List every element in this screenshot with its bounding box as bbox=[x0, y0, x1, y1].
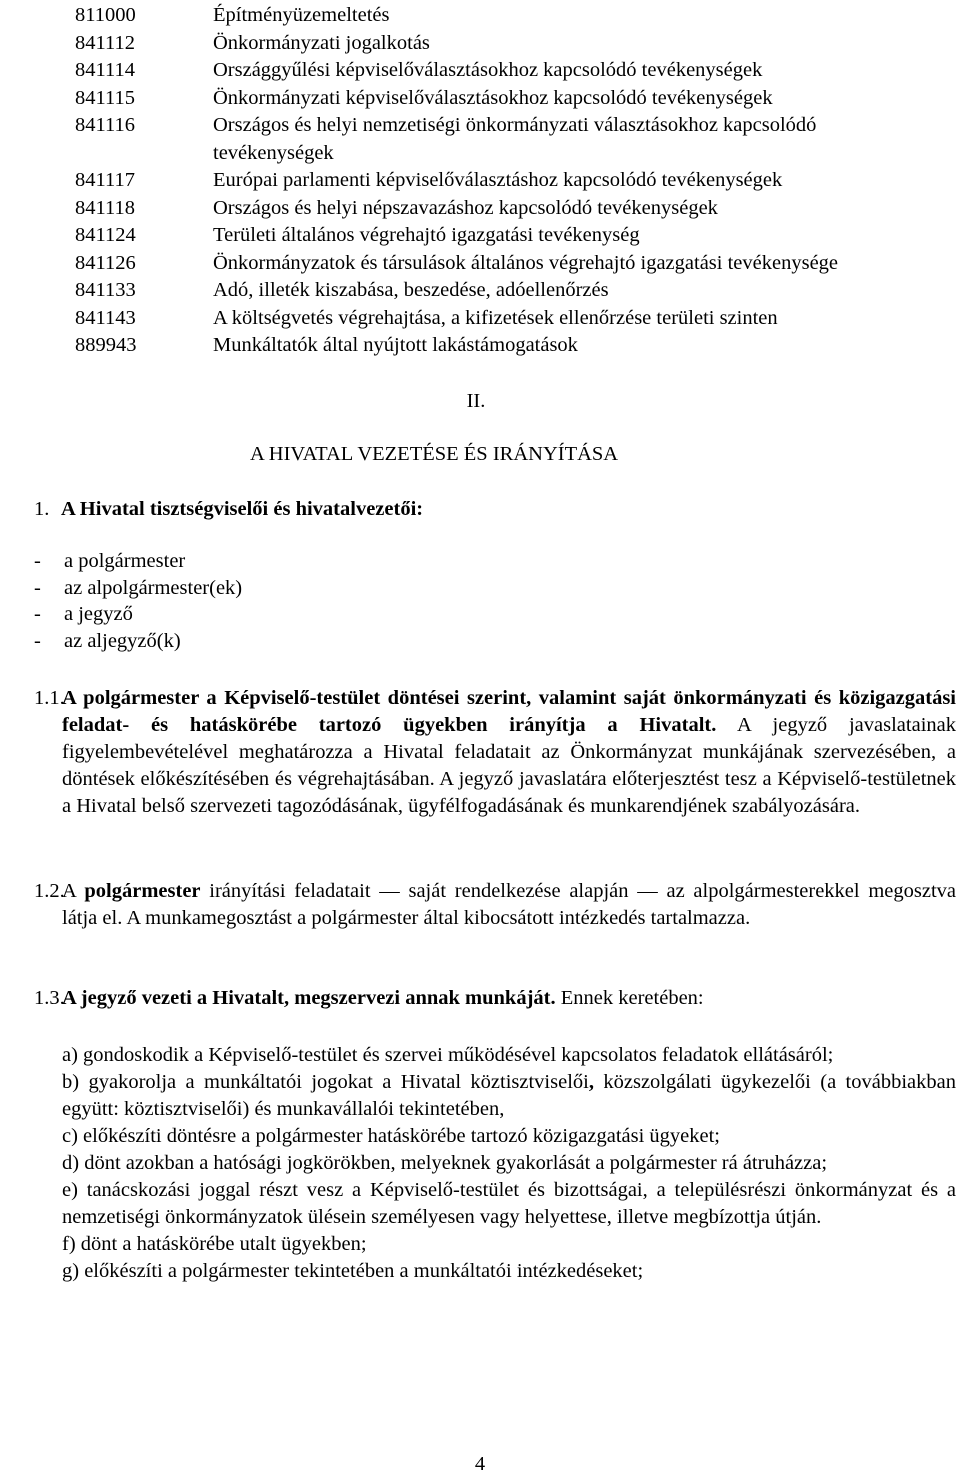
code-row bbox=[75, 332, 945, 360]
paragraph-bold-text: A polgármester a Képviselő-testület döntései szerint, valamint saját önkormányzati és közigazgatási feladat- és hatáskörébe tartozó ügyekben irányítja a Hivatalt. bbox=[62, 687, 956, 736]
activity-description: Országgyűlési képviselőválasztásokhoz kapcsolódó tevékenységek bbox=[213, 59, 763, 81]
activity-description: Önkormányzatok és társulások általános végrehajtó igazgatási tevékenysége bbox=[213, 251, 839, 274]
list-item: b) gyakorolja a munkáltatói jogokat a Hivatal köztisztviselői, közszolgálati ügykezelői (a továbbiakban együtt: köztisztviselői) és munkavállalói tekintetében, bbox=[62, 1071, 956, 1120]
paragraph-number: 1.1. bbox=[34, 687, 65, 709]
paragraph-text bbox=[62, 685, 956, 820]
activity-code: 811000 bbox=[75, 4, 136, 26]
activity-code-list bbox=[75, 2, 945, 360]
list-item-text: az alpolgármester(ek) bbox=[64, 576, 243, 599]
activity-description: Területi általános végrehajtó igazgatási tevékenység bbox=[213, 224, 640, 246]
list-item bbox=[34, 601, 242, 628]
list-dash: - bbox=[34, 629, 41, 652]
paragraph-1-3 bbox=[34, 985, 956, 1012]
activity-description: A költségvetés végrehajtása, a kifizetések ellenőrzése területi szinten bbox=[213, 306, 778, 329]
section-title: A HIVATAL VEZETÉSE ÉS IRÁNYÍTÁSA bbox=[250, 443, 619, 465]
list-dash: - bbox=[34, 550, 41, 572]
activity-code: 841114 bbox=[75, 59, 135, 81]
paragraph-bold-text: polgármester bbox=[84, 880, 201, 902]
activity-code: 841118 bbox=[75, 196, 135, 219]
paragraph-body-text: Ennek keretében: bbox=[555, 987, 704, 1009]
code-row bbox=[75, 167, 945, 195]
code-row bbox=[75, 195, 945, 223]
list-dash: - bbox=[34, 576, 41, 599]
paragraph-prefix-text: A bbox=[62, 880, 85, 902]
activity-description: Építményüzemeltetés bbox=[213, 4, 390, 26]
code-row bbox=[75, 277, 945, 305]
activity-description: Országos és helyi nemzetiségi önkormányzati választásokhoz kapcsolódó tevékenységek bbox=[213, 114, 817, 164]
code-row bbox=[75, 30, 945, 58]
list-item bbox=[34, 548, 242, 575]
activity-code: 841143 bbox=[75, 306, 136, 329]
activity-code: 841112 bbox=[75, 31, 135, 54]
activity-code: 841117 bbox=[75, 169, 135, 191]
duties-list bbox=[62, 1042, 956, 1285]
paragraph-body-text: irányítási feladatait — saját rendelkezése alapján — az alpolgármesterekkel megosztva látja el. A munkamegosztást a polgármester által kibocsátott intézkedés tartalmazza. bbox=[62, 880, 956, 929]
page-number: 4 bbox=[474, 1453, 486, 1475]
heading-number: 1. bbox=[34, 498, 50, 520]
code-row bbox=[75, 57, 945, 85]
list-item: f) dönt a hatáskörébe utalt ügyekben; bbox=[62, 1233, 367, 1255]
section-number: II. bbox=[466, 390, 486, 412]
activity-code: 889943 bbox=[75, 334, 137, 356]
activity-description: Önkormányzati jogalkotás bbox=[213, 31, 430, 54]
list-item: g) előkészíti a polgármester tekintetében a munkáltatói intézkedéseket; bbox=[62, 1260, 644, 1282]
subsection-heading bbox=[34, 498, 423, 521]
activity-description: Munkáltatók által nyújtott lakástámogatások bbox=[213, 334, 578, 356]
list-item: c) előkészíti döntésre a polgármester hatáskörébe tartozó közigazgatási ügyeket; bbox=[62, 1125, 721, 1147]
paragraph-1-2 bbox=[34, 878, 956, 932]
paragraph-1-1 bbox=[34, 685, 956, 820]
activity-code: 841116 bbox=[75, 114, 135, 136]
code-row bbox=[75, 222, 945, 250]
activity-description: Adó, illeték kiszabása, beszedése, adóellenőrzés bbox=[213, 279, 609, 301]
paragraph-number: 1.3. bbox=[34, 987, 65, 1009]
paragraph-bold-text: A jegyző vezeti a Hivatalt, megszervezi annak munkáját. bbox=[62, 987, 556, 1009]
paragraph-body-text: A jegyző javaslatainak figyelembevételével meghatározza a Hivatal feladatait az Önkormányzat munkájának szervezésében, a döntések előkészítésében és végrehajtásában. A jegyző javaslatára előterjesztést tesz a Képviselő-testületnek a Hivatal belső szervezeti tagozódásának, ügyfélfogadásának és munkarendjének szabályozására. bbox=[62, 714, 956, 817]
activity-description: Európai parlamenti képviselőválasztáshoz kapcsolódó tevékenységek bbox=[213, 169, 783, 191]
activity-code: 841126 bbox=[75, 251, 136, 274]
activity-description: Országos és helyi népszavazáshoz kapcsolódó tevékenységek bbox=[213, 196, 718, 219]
list-item: d) dönt azokban a hatósági jogkörökben, melyeknek gyakorlását a polgármester rá átruházza; bbox=[62, 1152, 828, 1174]
list-item bbox=[34, 628, 242, 655]
paragraph-text bbox=[62, 985, 956, 1012]
list-item: e) tanácskozási joggal részt vesz a Képviselő-testület és bizottságai, a településrészi önkormányzat és a nemzetiségi önkormányzatok ülésein személyesen vagy helyettese, illetve megbízottja útján. bbox=[62, 1179, 956, 1228]
code-row bbox=[75, 85, 945, 113]
activity-description: Önkormányzati képviselőválasztásokhoz kapcsolódó tevékenységek bbox=[213, 86, 773, 109]
activity-code: 841115 bbox=[75, 86, 135, 109]
officials-list bbox=[34, 548, 242, 654]
code-row bbox=[75, 2, 945, 30]
heading-text: A Hivatal tisztségviselői és hivatalvezetői: bbox=[61, 498, 424, 520]
list-item-text: az aljegyző(k) bbox=[64, 629, 181, 652]
list-item-text: a polgármester bbox=[64, 550, 186, 572]
list-item: a) gondoskodik a Képviselő-testület és szervei működésével kapcsolatos feladatok ellátásáról; bbox=[62, 1044, 834, 1066]
paragraph-number: 1.2. bbox=[34, 880, 65, 902]
activity-code: 841133 bbox=[75, 279, 136, 301]
code-row bbox=[75, 250, 945, 278]
list-dash: - bbox=[34, 603, 41, 625]
activity-code: 841124 bbox=[75, 224, 136, 246]
list-item-text: a jegyző bbox=[64, 603, 133, 625]
code-row bbox=[75, 112, 945, 167]
paragraph-text bbox=[62, 878, 956, 932]
code-row bbox=[75, 305, 945, 333]
list-item bbox=[34, 575, 242, 602]
